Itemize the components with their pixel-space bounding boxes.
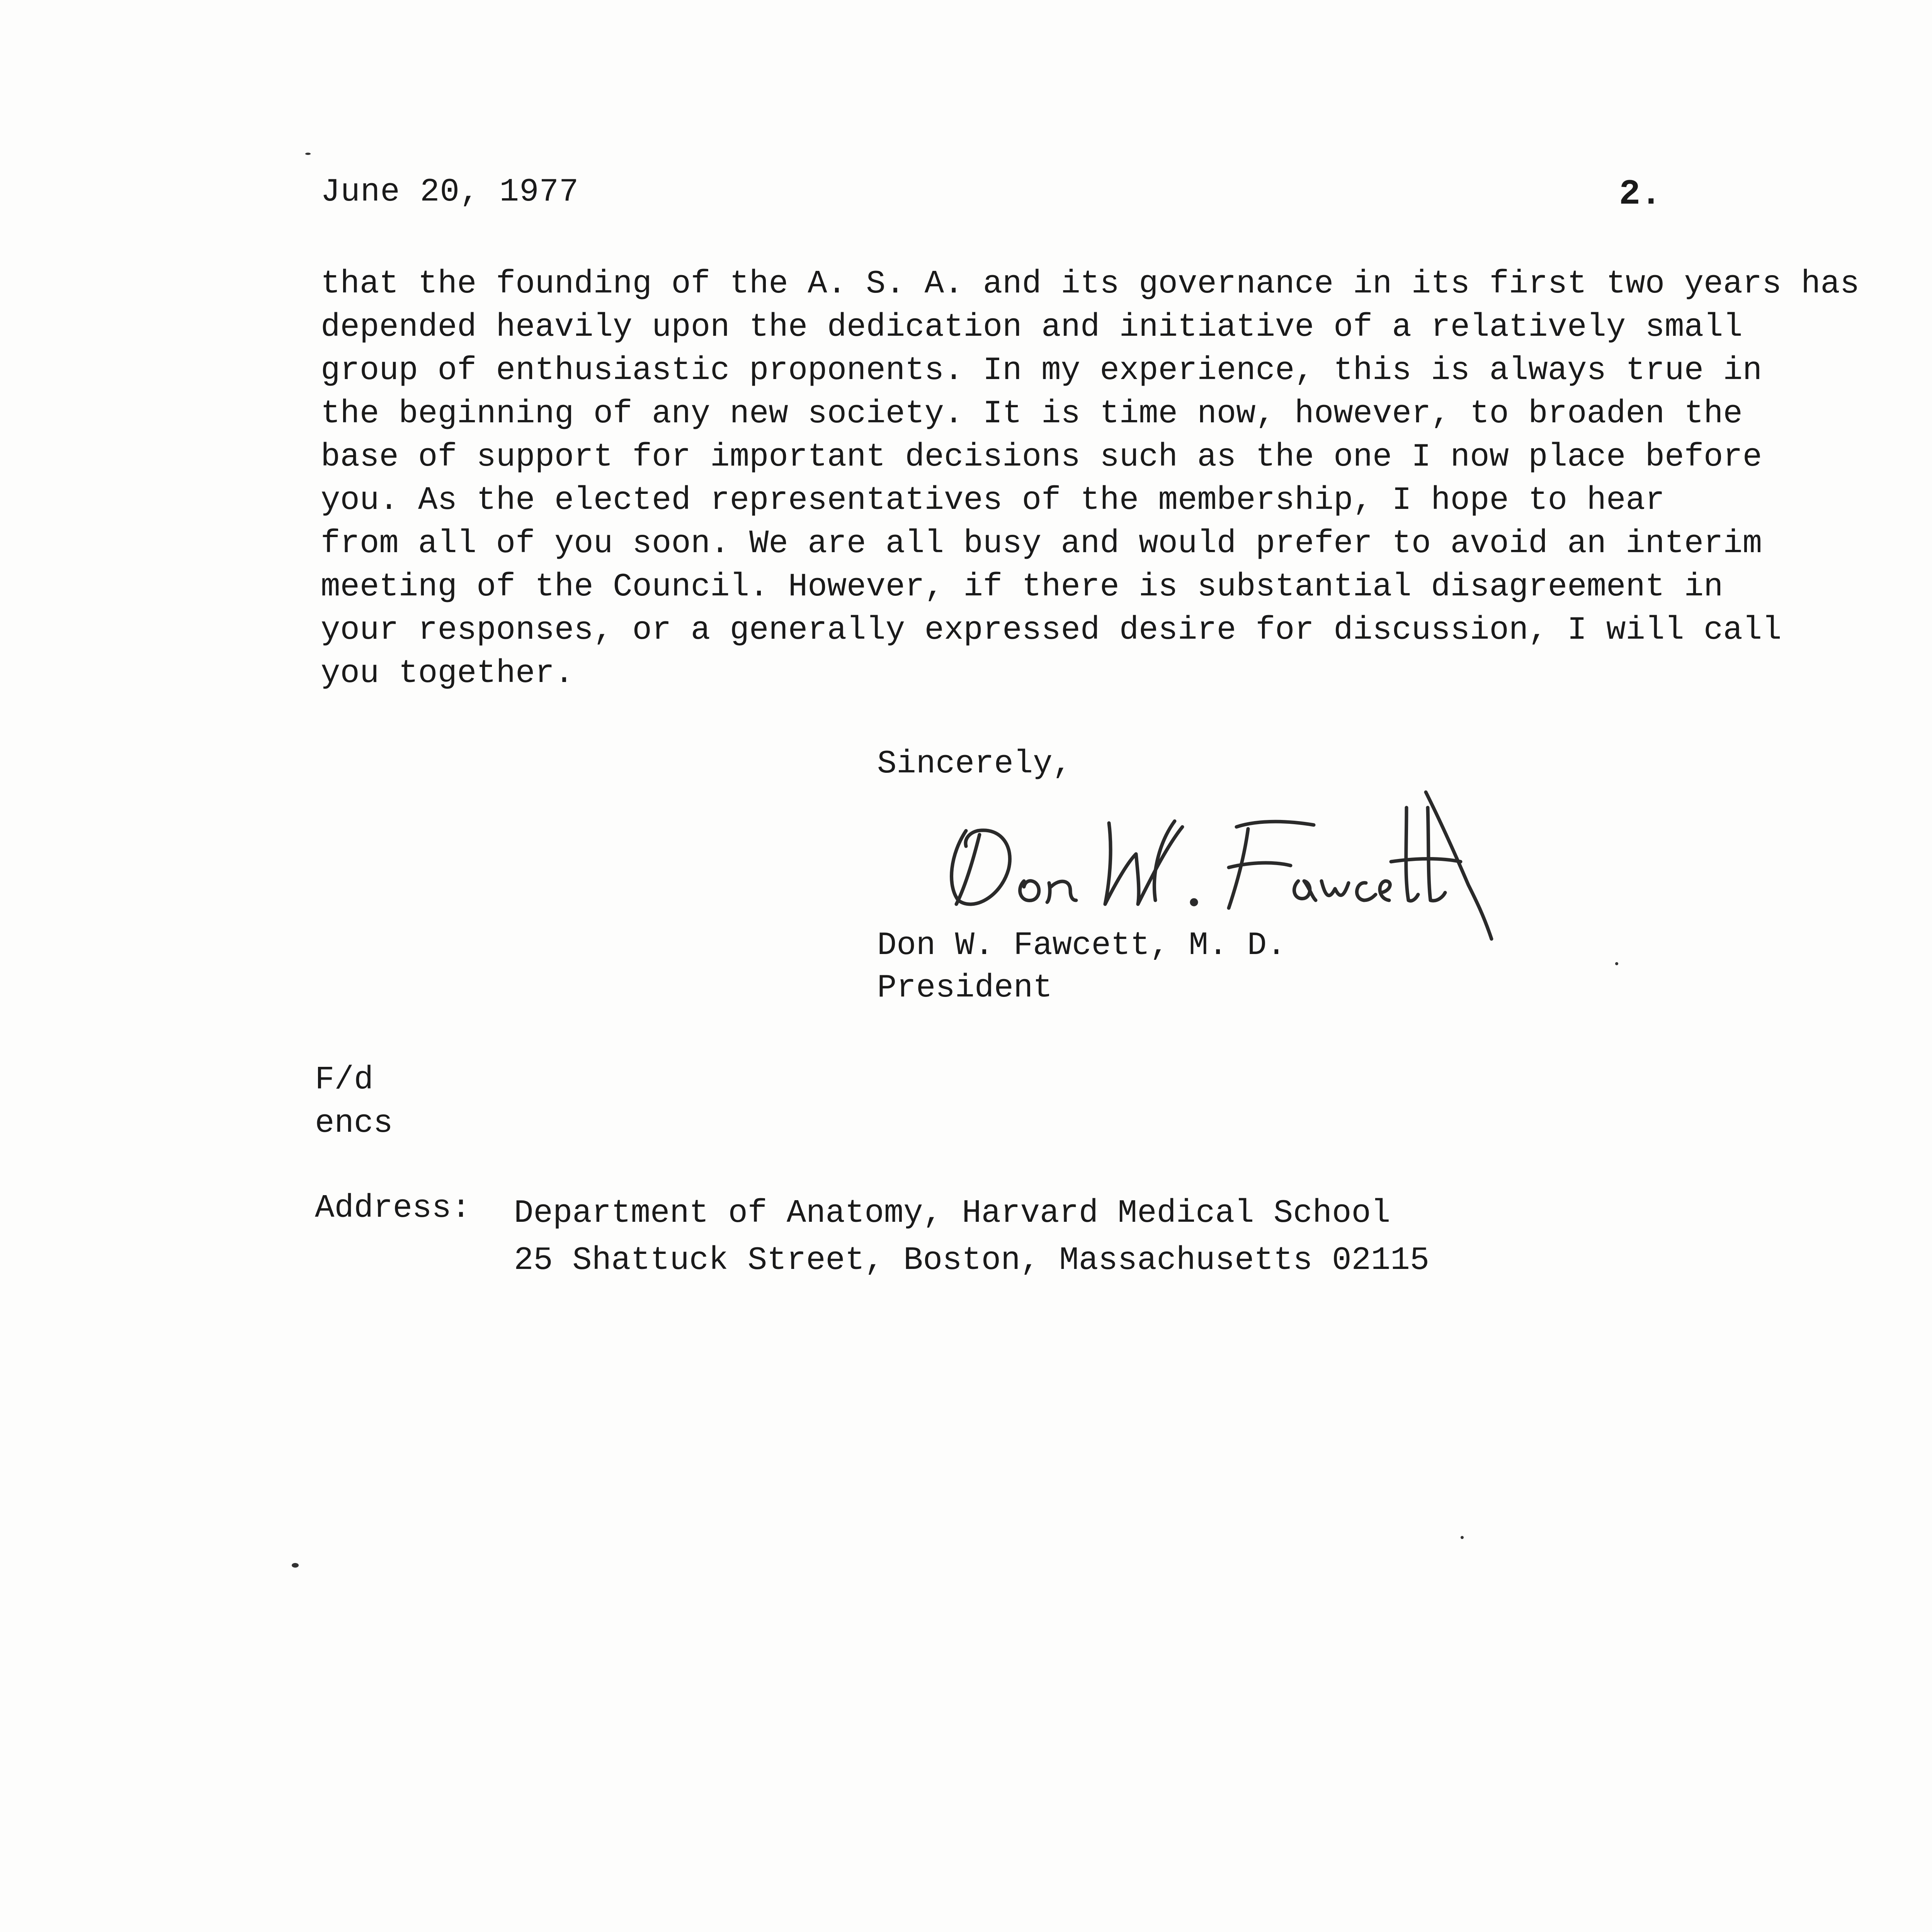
body-line: you. As the elected representatives of the membership, I hope to hear <box>321 482 1665 519</box>
body-line: group of enthusiastic proponents. In my experience, this is always true in <box>321 352 1762 389</box>
body-line: from all of you soon. We are all busy and would prefer to avoid an interim <box>321 526 1762 562</box>
typist-initials: F/d <box>315 1062 374 1099</box>
reference-initials <box>315 1059 393 1145</box>
closing: Sincerely, <box>877 746 1072 782</box>
body-line: your responses, or a generally expressed desire for discussion, I will call <box>321 612 1782 649</box>
body-line: meeting of the Council. However, if there is substantial disagreement in <box>321 569 1723 605</box>
address-line: 25 Shattuck Street, Boston, Massachusetts 02115 <box>514 1242 1430 1279</box>
letter-date: June 20, 1977 <box>321 174 579 211</box>
enclosures-note: encs <box>315 1105 393 1142</box>
letter-body <box>321 263 1860 696</box>
scan-speck <box>1461 1536 1464 1539</box>
address-block <box>514 1190 1429 1284</box>
signature <box>943 784 1503 947</box>
page-number: 2. <box>1619 174 1662 214</box>
address-label: Address: <box>315 1190 471 1227</box>
body-line: the beginning of any new society. It is time now, however, to broaden the <box>321 396 1743 432</box>
body-line: depended heavily upon the dedication and initiative of a relatively small <box>321 309 1743 346</box>
signer-name: Don W. Fawcett, M. D. <box>877 927 1286 964</box>
body-line: you together. <box>321 655 574 692</box>
scan-speck <box>292 1563 299 1568</box>
address-line: Department of Anatomy, Harvard Medical School <box>514 1195 1391 1232</box>
signer-title: President <box>877 970 1053 1007</box>
scan-speck <box>1615 962 1618 965</box>
scan-speck <box>305 153 311 155</box>
body-line: that the founding of the A. S. A. and its governance in its first two years has <box>321 266 1860 303</box>
body-line: base of support for important decisions such as the one I now place before <box>321 439 1762 476</box>
